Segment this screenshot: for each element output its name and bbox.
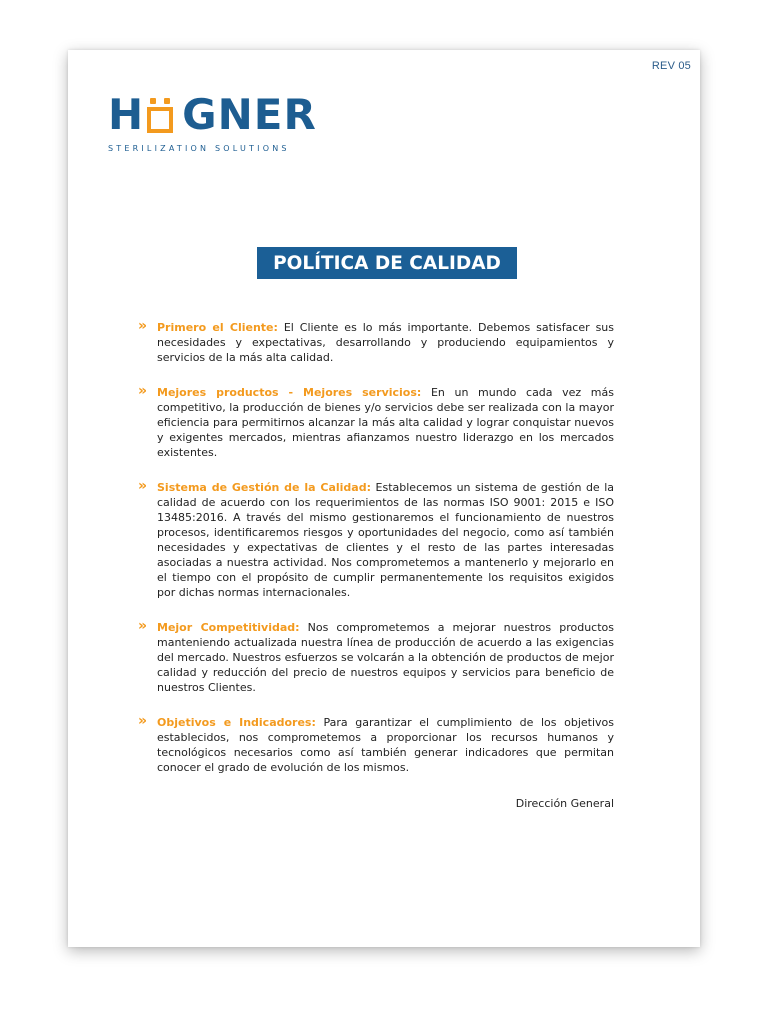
document-page (68, 50, 700, 947)
logo-wordmark (108, 90, 348, 139)
page-title: POLÍTICA DE CALIDAD (273, 252, 501, 274)
policy-text (157, 320, 614, 365)
policy-item-mejores-productos (138, 385, 614, 460)
policy-heading: Mejor Competitividad: (157, 621, 300, 634)
signature: Dirección General (515, 797, 614, 810)
policy-body: Nos comprometemos a mejorar nuestros productos manteniendo actualizada nuestra línea de producción de acuerdo a las exigencias del mercado. Nuestros esfuerzos se volcarán a la obtención de productos de mejor calidad y reducción del precio de nuestros equipos y servicios para beneficio de nuestros Clientes. (157, 621, 614, 694)
policy-item-objetivos-indicadores (138, 715, 614, 775)
page-title-banner (257, 247, 517, 279)
policy-heading: Sistema de Gestión de la Calidad: (157, 481, 372, 494)
double-chevron-icon: » (138, 618, 148, 634)
policy-item-sistema-gestion (138, 480, 614, 600)
policy-heading: Objetivos e Indicadores: (157, 716, 316, 729)
policy-body: Para garantizar el cumplimiento de los objetivos establecidos, nos comprometemos a proporcionar los recursos humanos y tecnológicos necesarios como así también generar indicadores que permitan conocer el grado de evolución de los mismos. (157, 716, 615, 774)
double-chevron-icon: » (138, 478, 148, 494)
policy-heading: Mejores productos - Mejores servicios: (157, 386, 422, 399)
revision-label: REV 05 (651, 60, 691, 72)
policy-list (138, 320, 614, 795)
logo-o-square-icon (147, 100, 179, 133)
policy-body: El Cliente es lo más importante. Debemos satisfacer sus necesidades y expectativas, desarrollando y produciendo equipamientos y servicios de la más alta calidad. (157, 321, 615, 364)
policy-heading: Primero el Cliente: (157, 321, 278, 334)
policy-text (157, 620, 614, 695)
policy-text (157, 385, 614, 460)
policy-text (157, 715, 614, 775)
logo-wordmark-right: GNER (182, 90, 317, 139)
double-chevron-icon: » (138, 318, 148, 334)
company-logo (108, 90, 348, 153)
double-chevron-icon: » (138, 383, 148, 399)
double-chevron-icon: » (138, 713, 148, 729)
logo-wordmark-left: H (108, 90, 145, 139)
policy-item-primero-cliente (138, 320, 614, 365)
policy-item-mejor-competitividad (138, 620, 614, 695)
policy-body: Establecemos un sistema de gestión de la calidad de acuerdo con los requerimientos de las normas ISO 9001: 2015 e ISO 13485:2016. A través del mismo gestionaremos el funcionamiento de nuestros procesos, identificaremos riesgos y oportunidades del negocio, como así también necesidades y expectativas de clientes y el resto de las partes interesadas asociadas a nuestra actividad. Nos comprometemos a mantenerlo y mejorarlo en el tiempo con el propósito de cumplir permanentemente los requisitos exigidos por dichas normas internacionales. (157, 481, 614, 599)
logo-tagline: STERILIZATION SOLUTIONS (108, 144, 290, 153)
policy-body: En un mundo cada vez más competitivo, la producción de bienes y/o servicios debe ser realizada con la mayor eficiencia para permitirnos alcanzar la más alta calidad y lograr conquistar nuevos y exigentes mercados, mientras afianzamos nuestro liderazgo en los mercados existentes. (157, 386, 614, 459)
policy-text (157, 480, 614, 600)
